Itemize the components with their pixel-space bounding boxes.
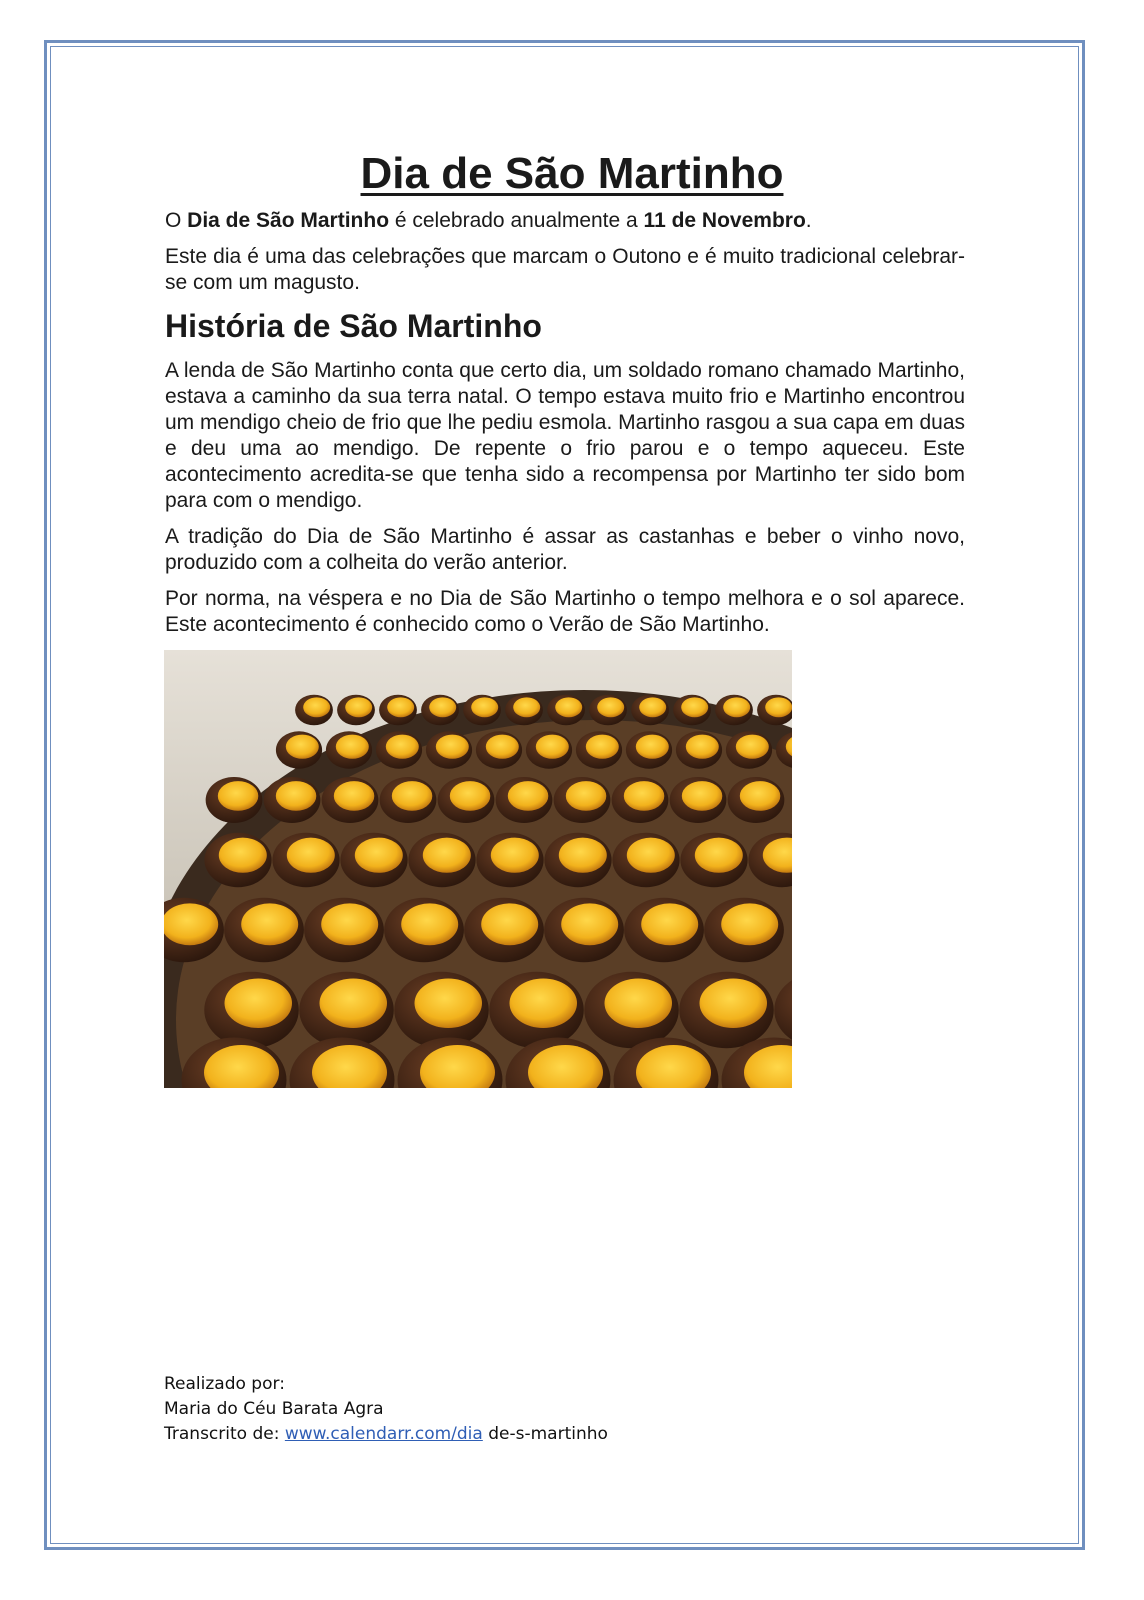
chestnut-flesh <box>225 979 293 1029</box>
chestnut-flesh <box>218 781 258 811</box>
chestnut-flesh <box>241 903 298 945</box>
chestnut-flesh <box>555 697 582 717</box>
chestnut-flesh <box>681 697 708 717</box>
chestnut-flesh <box>386 735 419 759</box>
source-link[interactable]: www.calendarr.com/dia <box>284 1424 483 1444</box>
footer-credits <box>164 1372 608 1447</box>
source-suffix: de-s-martinho <box>482 1424 608 1444</box>
chestnut-flesh <box>491 838 539 873</box>
chestnut-flesh <box>423 838 471 873</box>
chestnut-flesh <box>286 735 319 759</box>
intro-text-mid: é celebrado anualmente a <box>389 209 644 232</box>
credit-author: Maria do Céu Barata Agra <box>164 1399 384 1419</box>
chestnut-flesh <box>336 735 369 759</box>
chestnut-flesh <box>276 781 317 811</box>
chestnut-flesh <box>510 979 578 1029</box>
source-prefix: Transcrito de: <box>164 1424 285 1444</box>
chestnut-flesh <box>639 697 666 717</box>
chestnut-flesh <box>740 781 781 811</box>
history-paragraph-1: A lenda de São Martinho conta que certo dia, um soldado romano chamado Martinho, estava a caminho da sua terra natal. O tempo estava muito frio e Martinho encontrou um mendigo cheio de frio que lhe pediu esmola. Martinho rasgou a sua capa em duas e deu uma ao mendigo. De repente o frio parou e o tempo aqueceu. Este acontecimento acredita-se que tenha sido a recompensa por Martinho ter sido bom para com o mendigo. <box>165 359 965 512</box>
chestnut-flesh <box>624 781 665 811</box>
chestnut-flesh <box>392 781 433 811</box>
chestnut-flesh <box>559 838 607 873</box>
chestnut-flesh <box>355 838 403 873</box>
chestnut-flesh <box>320 979 388 1029</box>
chestnut-flesh <box>450 781 491 811</box>
chestnut-flesh <box>387 697 414 717</box>
chestnut-flesh <box>513 697 540 717</box>
chestnut-flesh <box>287 838 335 873</box>
intro-bold-date: 11 de Novembro <box>643 209 806 232</box>
chestnut-flesh <box>627 838 675 873</box>
chestnut-flesh <box>682 781 723 811</box>
chestnut-flesh <box>641 903 698 945</box>
chestnut-flesh <box>695 838 743 873</box>
chestnut-flesh <box>536 735 569 759</box>
chestnut-flesh <box>605 979 673 1029</box>
chestnut-flesh <box>436 735 469 759</box>
history-paragraph-3: Por norma, na véspera e no Dia de São Martinho o tempo melhora e o sol aparece. Este acontecimento é conhecido como o Verão de São Martinho. <box>165 587 965 636</box>
chestnut-flesh <box>765 697 792 717</box>
chestnut-flesh <box>415 979 483 1029</box>
intro-text-post: . <box>805 209 812 232</box>
history-paragraph-2: A tradição do Dia de São Martinho é assar as castanhas e beber o vinho novo, produzido com a colheita do verão anterior. <box>165 525 965 574</box>
chestnut-flesh <box>721 903 778 945</box>
chestnut-flesh <box>700 979 768 1029</box>
chestnut-flesh <box>561 903 618 945</box>
intro-paragraph-1 <box>165 208 965 234</box>
chestnut-flesh <box>334 781 375 811</box>
chestnut-flesh <box>508 781 549 811</box>
page-title: Dia de São Martinho <box>360 149 784 198</box>
chestnut-flesh <box>303 697 330 717</box>
chestnuts-photo <box>164 650 792 1088</box>
credit-source <box>164 1422 608 1447</box>
intro-paragraph-2: Este dia é uma das celebrações que marcam o Outono e é muito tradicional celebrar-se com um magusto. <box>165 245 965 294</box>
document-body <box>165 208 965 648</box>
chestnut-flesh <box>401 903 458 945</box>
chestnut-flesh <box>429 697 456 717</box>
chestnut-flesh <box>486 735 519 759</box>
chestnut-flesh <box>471 697 498 717</box>
chestnut-flesh <box>636 735 669 759</box>
chestnut-flesh <box>321 903 378 945</box>
intro-text-pre: O <box>165 209 188 232</box>
chestnut-flesh <box>586 735 619 759</box>
chestnut-flesh <box>481 903 538 945</box>
chestnut-flesh <box>566 781 607 811</box>
chestnut-flesh <box>597 697 624 717</box>
chestnut-flesh <box>723 697 750 717</box>
section-heading: História de São Martinho <box>165 308 542 344</box>
chestnut-flesh <box>736 735 769 759</box>
credit-label: Realizado por: <box>164 1374 285 1394</box>
chestnut-flesh <box>219 838 267 873</box>
intro-bold-name: Dia de São Martinho <box>187 209 390 232</box>
chestnut-flesh <box>686 735 719 759</box>
chestnut-flesh <box>345 697 372 717</box>
